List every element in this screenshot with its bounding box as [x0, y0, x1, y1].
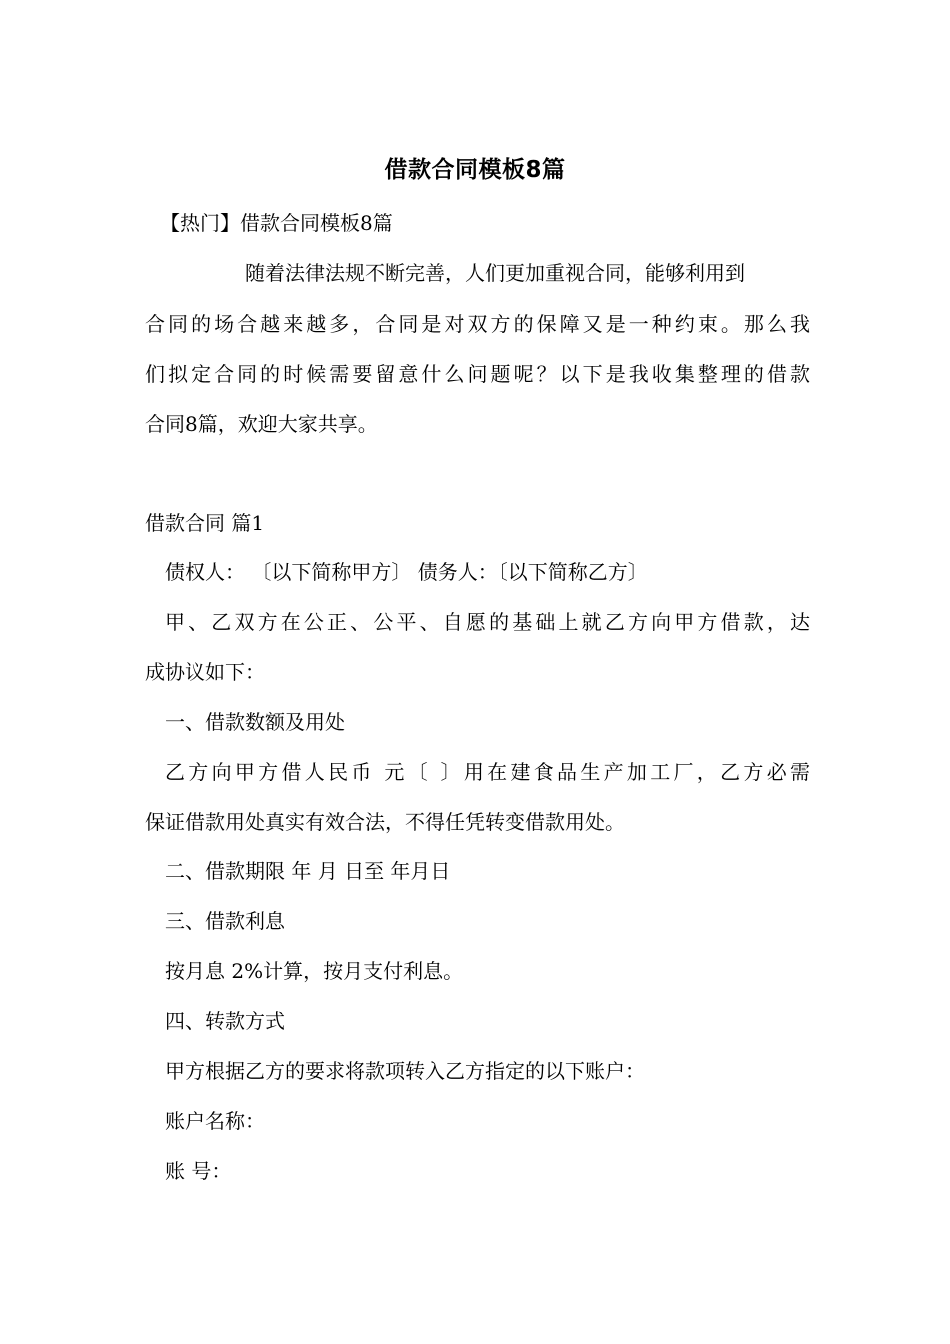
agreement-line: 成协议如下： [145, 660, 265, 684]
intro-line: 合同8篇，欢迎大家共享。 [145, 412, 378, 436]
clause-body-line: 甲方根据乙方的要求将款项转入乙方指定的以下账户： [165, 1059, 645, 1083]
clause-heading: 四、转款方式 [165, 1009, 285, 1033]
clause-body-line: 保证借款用处真实有效合法，不得任凭转变借款用处。 [145, 810, 625, 834]
clause-heading: 一、借款数额及用处 [165, 710, 345, 734]
section-heading: 借款合同 篇1 [145, 511, 265, 535]
parties-line: 债权人： 〔以下简称甲方〕 债务人：〔以下简称乙方〕 [165, 560, 648, 584]
clause-body-line: 乙方向甲方借人民币 元〔 〕用在建食品生产加工厂，乙方必需 [165, 760, 810, 784]
document-title: 借款合同模板8篇 [384, 157, 566, 183]
document-subtitle: 【热门】借款合同模板8篇 [160, 211, 393, 235]
intro-line: 随着法律法规不断完善，人们更加重视合同，能够利用到 [245, 261, 745, 285]
account-number-label: 账 号： [165, 1159, 232, 1183]
intro-line: 合同的场合越来越多，合同是对双方的保障又是一种约束。那么我 [145, 312, 810, 336]
clause-body-line: 按月息 2%计算，按月支付利息。 [165, 959, 464, 983]
clause-heading: 三、借款利息 [165, 909, 285, 933]
intro-line: 们拟定合同的时候需要留意什么问题呢？以下是我收集整理的借款 [145, 362, 810, 386]
agreement-line: 甲、乙双方在公正、公平、自愿的基础上就乙方向甲方借款，达 [165, 610, 810, 634]
clause-heading: 二、借款期限 年 月 日至 年月日 [165, 859, 451, 883]
account-name-label: 账户名称： [165, 1109, 265, 1133]
